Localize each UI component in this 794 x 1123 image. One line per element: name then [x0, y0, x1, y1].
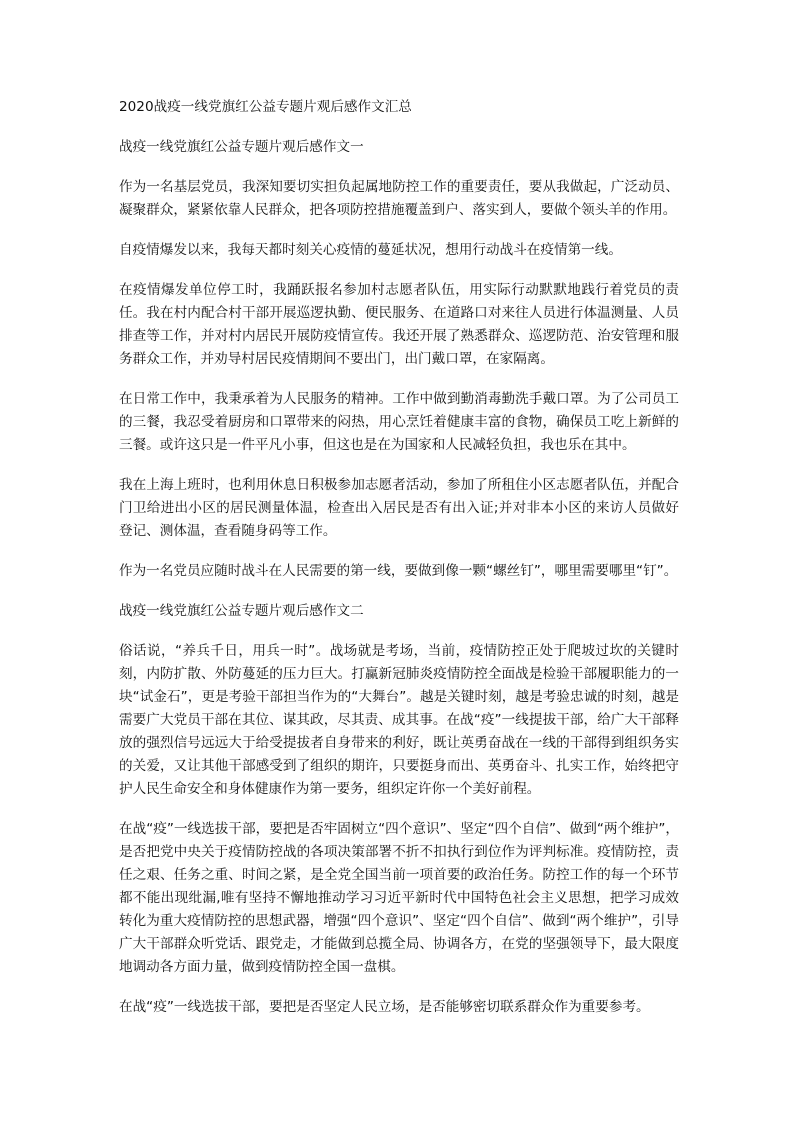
paragraph: 在日常工作中，我秉承着为人民服务的精神。工作中做到勤消毒勤洗手戴口罩。为了公司员工的三餐，我忍受着厨房和口罩带来的闷热，用心烹饪着健康丰富的食物，确保员工吃上新鲜的三餐。或许这只是一件平凡小事，但这也是在为国家和人民减轻负担，我也乐在其中。 — [119, 391, 679, 453]
section-heading-1: 战疫一线党旗红公益专题片观后感作文一 — [119, 139, 364, 155]
paragraph: 在战“疫”一线选拔干部，要把是否坚定人民立场，是否能够密切联系群众作为重要参考。 — [119, 999, 650, 1015]
paragraph: 作为一名党员应随时战斗在人民需要的第一线，要做到像一颗“螺丝钉”，哪里需要哪里“钉”。 — [119, 563, 678, 579]
paragraph: 自疫情爆发以来，我每天都时刻关心疫情的蔓延状况，想用行动战斗在疫情第一线。 — [119, 242, 622, 258]
document-body — [119, 96, 679, 1036]
paragraph: 我在上海上班时，也利用休息日积极参加志愿者活动，参加了所租住小区志愿者队伍，并配合门卫给进出小区的居民测量体温，检查出入居民是否有出入证;并对非本小区的来访人员做好登记、测体温，查看随身码等工作。 — [119, 477, 679, 539]
document-title: 2020战疫一线党旗红公益专题片观后感作文汇总 — [119, 99, 412, 115]
paragraph: 在战“疫”一线选拔干部，要把是否牢固树立“四个意识”、坚定“四个自信”、做到“两个维护”，是否把党中央关于疫情防控战的各项决策部署不折不扣执行到位作为评判标准。疫情防控，责任之艰、任务之重、时间之紧，是全党全国当前一项首要的政治任务。防控工作的每一个环节都不能出现纰漏,唯有坚持不懈地推动学习习近平新时代中国特色社会主义思想，把学习成效转化为重大疫情防控的思想武器，增强“四个意识”、坚定“四个自信”、做到“两个维护”，引导广大干部群众听党话、跟党走，才能做到总揽全局、协调各方，在党的坚强领导下，最大限度地调动各方面力量，做到疫情防控全国一盘棋。 — [119, 821, 679, 975]
section-heading-2: 战疫一线党旗红公益专题片观后感作文二 — [119, 603, 364, 619]
paragraph: 在疫情爆发单位停工时，我踊跃报名参加村志愿者队伍，用实际行动默默地践行着党员的责任。我在村内配合村干部开展巡逻执勤、便民服务、在道路口对来往人员进行体温测量、人员排查等工作，并对村内居民开展防疫情宣传。我还开展了熟悉群众、巡逻防范、治安管理和服务群众工作，并劝导村居民疫情期间不要出门，出门戴口罩，在家隔离。 — [119, 282, 679, 367]
paragraph: 俗话说，“养兵千日，用兵一时”。战场就是考场，当前，疫情防控正处于爬坡过坎的关键时刻，内防扩散、外防蔓延的压力巨大。打赢新冠肺炎疫情防控全面战是检验干部履职能力的一块“试金石”，更是考验干部担当作为的“大舞台”。越是关键时刻，越是考验忠诚的时刻，越是需要广大党员干部在其位、谋其政，尽其责、成其事。在战“疫”一线提拔干部，给广大干部释放的强烈信号远远大于给受提拔者自身带来的利好，既让英勇奋战在一线的干部得到组织务实的关爱，又让其他干部感受到了组织的期许，只要挺身而出、英勇奋斗、扎实工作，始终把守护人民生命安全和身体健康作为第一要务，组织定许你一个美好前程。 — [119, 643, 679, 797]
paragraph: 作为一名基层党员，我深知要切实担负起属地防控工作的重要责任，要从我做起，广泛动员、凝聚群众，紧紧依靠人民群众，把各项防控措施覆盖到户、落实到人，要做个领头羊的作用。 — [119, 179, 679, 218]
